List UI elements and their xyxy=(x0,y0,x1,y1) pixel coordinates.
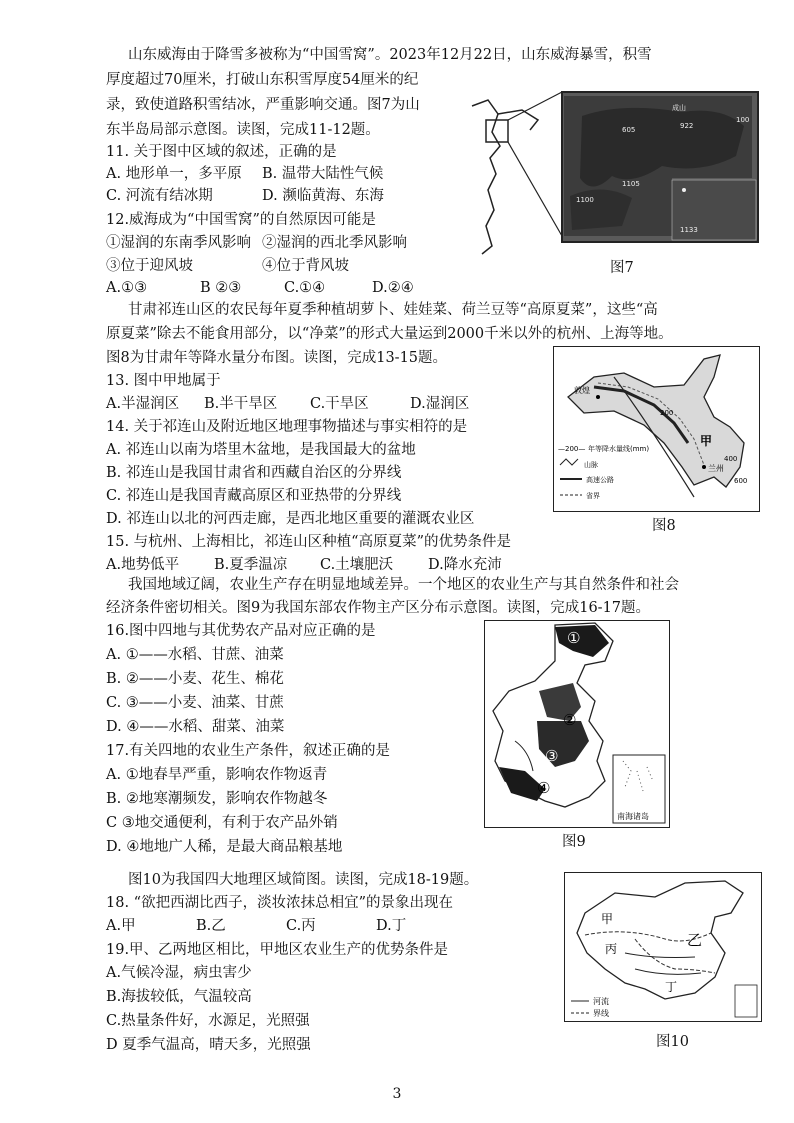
intro1-line-1: 山东威海由于降雪多被称为“中国雪窝”。2023年12月22日，山东威海暴雪，积雪 xyxy=(128,47,652,63)
figure-10-frame xyxy=(564,872,762,1022)
figure-8-label-jia: 甲 xyxy=(700,434,713,448)
q11-option-c: C. 河流有结冰期 xyxy=(106,188,213,204)
q13-option-d: D.湿润区 xyxy=(410,396,470,412)
intro3-line-2: 经济条件密切相关。图9为我国东部农作物主产区分布示意图。读图，完成16-17题。 xyxy=(106,600,651,616)
figure-8-legend-highway: 高速公路 xyxy=(586,476,614,484)
q11-option-a: A. 地形单一，多平原 xyxy=(106,166,242,182)
q16-option-c: C. ③——小麦、油菜、甘蔗 xyxy=(106,695,284,711)
q12-item-4: ④位于背风坡 xyxy=(262,258,349,274)
figure-7-label-chengshan: 成山 xyxy=(672,104,686,112)
q14-option-b: B. 祁连山是我国甘肃省和西藏自治区的分界线 xyxy=(106,465,402,481)
q12-item-3: ③位于迎风坡 xyxy=(106,258,193,274)
q12-item-1: ①湿润的东南季风影响 xyxy=(106,235,251,251)
figure-8-label-400: 400 xyxy=(724,455,738,463)
q13-option-a: A.半湿润区 xyxy=(106,396,180,412)
intro4: 图10为我国四大地理区域简图。读图，完成18-19题。 xyxy=(128,872,479,888)
page-number: 3 xyxy=(392,1086,402,1102)
q19-option-c: C.热量条件好，水源足，光照强 xyxy=(106,1013,310,1029)
q14-option-c: C. 祁连山是我国青藏高原区和亚热带的分界线 xyxy=(106,488,402,504)
q16-option-d: D. ④——水稻、甜菜、油菜 xyxy=(106,719,285,735)
figure-8-map xyxy=(554,347,759,511)
q18-option-a: A.甲 xyxy=(106,918,136,934)
q12-option-c: C.①④ xyxy=(284,280,326,296)
figure-10-legend-river: 河流 xyxy=(593,997,609,1006)
q12-option-a: A.①③ xyxy=(106,280,148,296)
figure-9-marker-4: ④ xyxy=(537,779,551,797)
figure-8-caption: 图8 xyxy=(652,518,676,534)
q11-option-b: B. 温带大陆性气候 xyxy=(262,166,384,182)
q19-option-a: A.气候冷湿，病虫害少 xyxy=(106,965,252,981)
q16-option-b: B. ②——小麦、花生、棉花 xyxy=(106,671,284,687)
q19-option-b: B.海拔较低，气温较高 xyxy=(106,989,252,1005)
intro1-line-4: 东半岛局部示意图。读图，完成11-12题。 xyxy=(106,122,380,138)
figure-7-label-922: 922 xyxy=(680,122,694,130)
figure-9-marker-1: ① xyxy=(567,629,581,647)
q19-stem: 19.甲、乙两地区相比，甲地区农业生产的优势条件是 xyxy=(106,942,449,958)
figure-9-caption: 图9 xyxy=(562,834,586,850)
q12-item-2: ②湿润的西北季风影响 xyxy=(262,235,407,251)
q17-option-a: A. ①地春旱严重，影响农作物返青 xyxy=(106,767,328,783)
q15-stem: 15. 与杭州、上海相比，祁连山区种植“高原夏菜”的优势条件是 xyxy=(106,534,511,550)
figure-7-label-605: 605 xyxy=(622,126,636,134)
figure-9-map xyxy=(485,621,669,827)
figure-10-legend-boundary: 界线 xyxy=(593,1009,609,1018)
q15-option-c: C.土壤肥沃 xyxy=(320,557,394,573)
figure-9-marker-2: ② xyxy=(563,711,577,729)
q14-stem: 14. 关于祁连山及附近地区地理事物描述与事实相符的是 xyxy=(106,419,468,435)
figure-7-label-1133: 1133 xyxy=(680,226,698,234)
q17-stem: 17.有关四地的农业生产条件，叙述正确的是 xyxy=(106,743,391,759)
figure-7-label-1105: 1105 xyxy=(622,180,640,188)
figure-8-legend-isohyet: 年等降水量线(mm) xyxy=(588,445,650,453)
figure-7-label-1100: 1100 xyxy=(576,196,594,204)
q14-option-d: D. 祁连山以北的河西走廊，是西北地区重要的灌溉农业区 xyxy=(106,511,475,527)
q11-stem: 11. 关于图中区域的叙述，正确的是 xyxy=(106,144,337,160)
q16-option-a: A. ①——水稻、甘蔗、油菜 xyxy=(106,647,284,663)
figure-8-legend-border: 省界 xyxy=(586,492,600,500)
figure-9-frame xyxy=(484,620,670,828)
figure-7-caption: 图7 xyxy=(610,260,634,276)
figure-8-label-600: 600 xyxy=(734,477,748,485)
figure-8-label-200: 200 xyxy=(660,409,674,417)
intro2-line-3: 图8为甘肃年等降水量分布图。读图，完成13-15题。 xyxy=(106,350,448,366)
intro3-line-1: 我国地域辽阔，农业生产存在明显地域差异。一个地区的农业生产与其自然条件和社会 xyxy=(128,577,679,593)
q13-option-b: B.半干旱区 xyxy=(204,396,278,412)
figure-8-label-dunhuang: 敦煌 xyxy=(574,386,590,395)
q19-option-d: D 夏季气温高，晴天多，光照强 xyxy=(106,1037,311,1053)
q17-option-d: D. ④地地广人稀，是最大商品粮基地 xyxy=(106,839,343,855)
figure-10-label-jia: 甲 xyxy=(601,912,614,926)
figure-10-label-bing: 丙 xyxy=(605,942,618,956)
figure-7-label-100: 100 xyxy=(736,116,750,124)
q13-stem: 13. 图中甲地属于 xyxy=(106,373,221,389)
figure-8-frame xyxy=(553,346,760,512)
q11-option-d: D. 濒临黄海、东海 xyxy=(262,188,384,204)
q17-option-c: C ③地交通便利，有利于农产品外销 xyxy=(106,815,338,831)
figure-9-marker-3: ③ xyxy=(545,747,559,765)
q18-option-b: B.乙 xyxy=(196,918,226,934)
q14-option-a: A. 祁连山以南为塔里木盆地，是我国最大的盆地 xyxy=(106,442,416,458)
q16-stem: 16.图中四地与其优势农产品对应正确的是 xyxy=(106,623,376,639)
q18-option-c: C.丙 xyxy=(286,918,316,934)
figure-8-legend-isohyet-symbol: —200— xyxy=(558,445,586,453)
intro1-line-2: 厚度超过70厘米，打破山东积雪厚度54厘米的纪 xyxy=(106,72,419,88)
q18-option-d: D.丁 xyxy=(376,918,407,934)
figure-10-caption: 图10 xyxy=(656,1034,689,1050)
q17-option-b: B. ②地寒潮频发，影响农作物越冬 xyxy=(106,791,328,807)
figure-10-label-yi: 乙 xyxy=(687,931,703,949)
figure-7-map xyxy=(452,86,762,258)
q15-option-d: D.降水充沛 xyxy=(428,557,502,573)
intro1-line-3: 录，致使道路积雪结冰，严重影响交通。图7为山 xyxy=(106,97,420,113)
intro2-line-2: 原夏菜”除去不能食用部分，以“净菜”的形式大量运到2000千米以外的杭州、上海等地。 xyxy=(106,326,673,342)
intro2-line-1: 甘肃祁连山区的农民每年夏季种植胡萝卜、娃娃菜、荷兰豆等“高原夏菜”，这些“高 xyxy=(128,302,658,318)
q12-option-b: B ②③ xyxy=(200,280,242,296)
figure-8-label-lanzhou: 兰州 xyxy=(708,464,724,473)
q12-stem: 12.威海成为“中国雪窝”的自然原因可能是 xyxy=(106,212,376,228)
q18-stem: 18. “欲把西湖比西子，淡妆浓抹总相宜”的景象出现在 xyxy=(106,895,453,911)
figure-8-legend-mountain: 山脉 xyxy=(584,461,598,469)
q12-option-d: D.②④ xyxy=(372,280,414,296)
figure-10-label-ding: 丁 xyxy=(665,980,678,994)
figure-9-inset-label: 南海诸岛 xyxy=(617,812,649,821)
figure-10-map xyxy=(565,873,761,1021)
q15-option-a: A.地势低平 xyxy=(106,557,180,573)
q15-option-b: B.夏季温凉 xyxy=(214,557,288,573)
q13-option-c: C.干旱区 xyxy=(310,396,369,412)
